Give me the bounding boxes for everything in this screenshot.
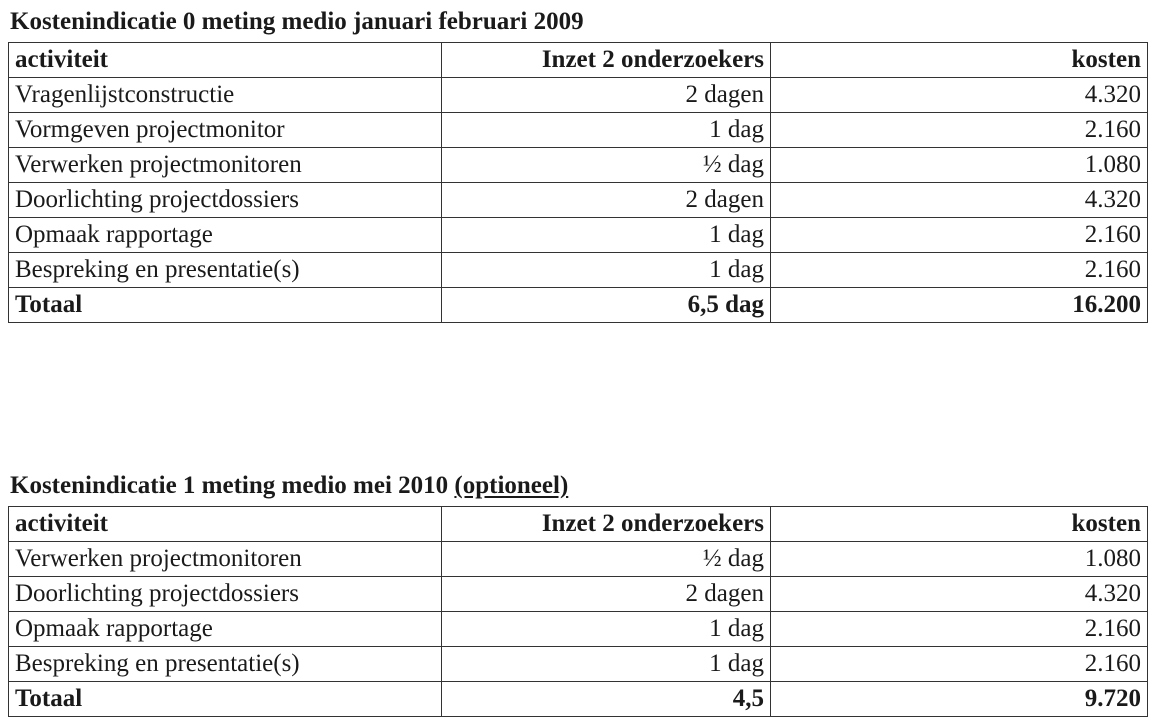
cost-section-1-meting — [8, 466, 1148, 717]
cell-kosten: 2.160 — [771, 612, 1148, 647]
cell-inzet: 1 dag — [442, 218, 771, 253]
table-row — [9, 647, 1148, 682]
table-total-row — [9, 288, 1148, 323]
cell-inzet: 1 dag — [442, 647, 771, 682]
cell-inzet: 2 dagen — [442, 183, 771, 218]
cost-table — [8, 42, 1148, 323]
total-kosten: 9.720 — [771, 682, 1148, 717]
table-row — [9, 148, 1148, 183]
header-inzet: Inzet 2 onderzoekers — [442, 507, 771, 542]
total-inzet: 6,5 dag — [442, 288, 771, 323]
header-inzet: Inzet 2 onderzoekers — [442, 43, 771, 78]
table-row — [9, 612, 1148, 647]
total-kosten: 16.200 — [771, 288, 1148, 323]
table-title-text: Kostenindicatie 1 meting medio mei 2010 — [10, 472, 449, 499]
cell-activiteit: Doorlichting projectdossiers — [9, 577, 442, 612]
table-row — [9, 218, 1148, 253]
cell-inzet: 2 dagen — [442, 78, 771, 113]
cell-inzet: 1 dag — [442, 612, 771, 647]
cell-activiteit: Doorlichting projectdossiers — [9, 183, 442, 218]
table-title — [8, 466, 1148, 506]
table-row — [9, 78, 1148, 113]
table-row — [9, 542, 1148, 577]
header-kosten: kosten — [771, 43, 1148, 78]
cell-inzet: 1 dag — [442, 253, 771, 288]
cell-inzet: ½ dag — [442, 542, 771, 577]
cell-inzet: ½ dag — [442, 148, 771, 183]
table-row — [9, 577, 1148, 612]
cell-kosten: 2.160 — [771, 647, 1148, 682]
table-total-row — [9, 682, 1148, 717]
cell-activiteit: Verwerken projectmonitoren — [9, 148, 442, 183]
cell-activiteit: Opmaak rapportage — [9, 218, 442, 253]
total-label: Totaal — [9, 682, 442, 717]
table-header-row — [9, 507, 1148, 542]
cell-kosten: 1.080 — [771, 542, 1148, 577]
cell-activiteit: Opmaak rapportage — [9, 612, 442, 647]
cell-kosten: 4.320 — [771, 183, 1148, 218]
cell-activiteit: Bespreking en presentatie(s) — [9, 647, 442, 682]
table-row — [9, 253, 1148, 288]
cell-kosten: 1.080 — [771, 148, 1148, 183]
total-label: Totaal — [9, 288, 442, 323]
cell-activiteit: Vormgeven projectmonitor — [9, 113, 442, 148]
cost-section-0-meting — [8, 2, 1148, 323]
header-activiteit: activiteit — [9, 43, 442, 78]
cell-inzet: 1 dag — [442, 113, 771, 148]
header-kosten: kosten — [771, 507, 1148, 542]
table-row — [9, 113, 1148, 148]
cell-activiteit: Bespreking en presentatie(s) — [9, 253, 442, 288]
cell-kosten: 4.320 — [771, 577, 1148, 612]
table-header-row — [9, 43, 1148, 78]
cell-kosten: 4.320 — [771, 78, 1148, 113]
cell-activiteit: Verwerken projectmonitoren — [9, 542, 442, 577]
table-title-optional: (optioneel) — [454, 472, 569, 499]
cost-table — [8, 506, 1148, 717]
table-row — [9, 183, 1148, 218]
table-title: Kostenindicatie 0 meting medio januari februari 2009 — [10, 8, 584, 35]
cell-inzet: 2 dagen — [442, 577, 771, 612]
cell-kosten: 2.160 — [771, 218, 1148, 253]
header-activiteit: activiteit — [9, 507, 442, 542]
cell-kosten: 2.160 — [771, 253, 1148, 288]
cell-kosten: 2.160 — [771, 113, 1148, 148]
total-inzet: 4,5 — [442, 682, 771, 717]
cell-activiteit: Vragenlijstconstructie — [9, 78, 442, 113]
